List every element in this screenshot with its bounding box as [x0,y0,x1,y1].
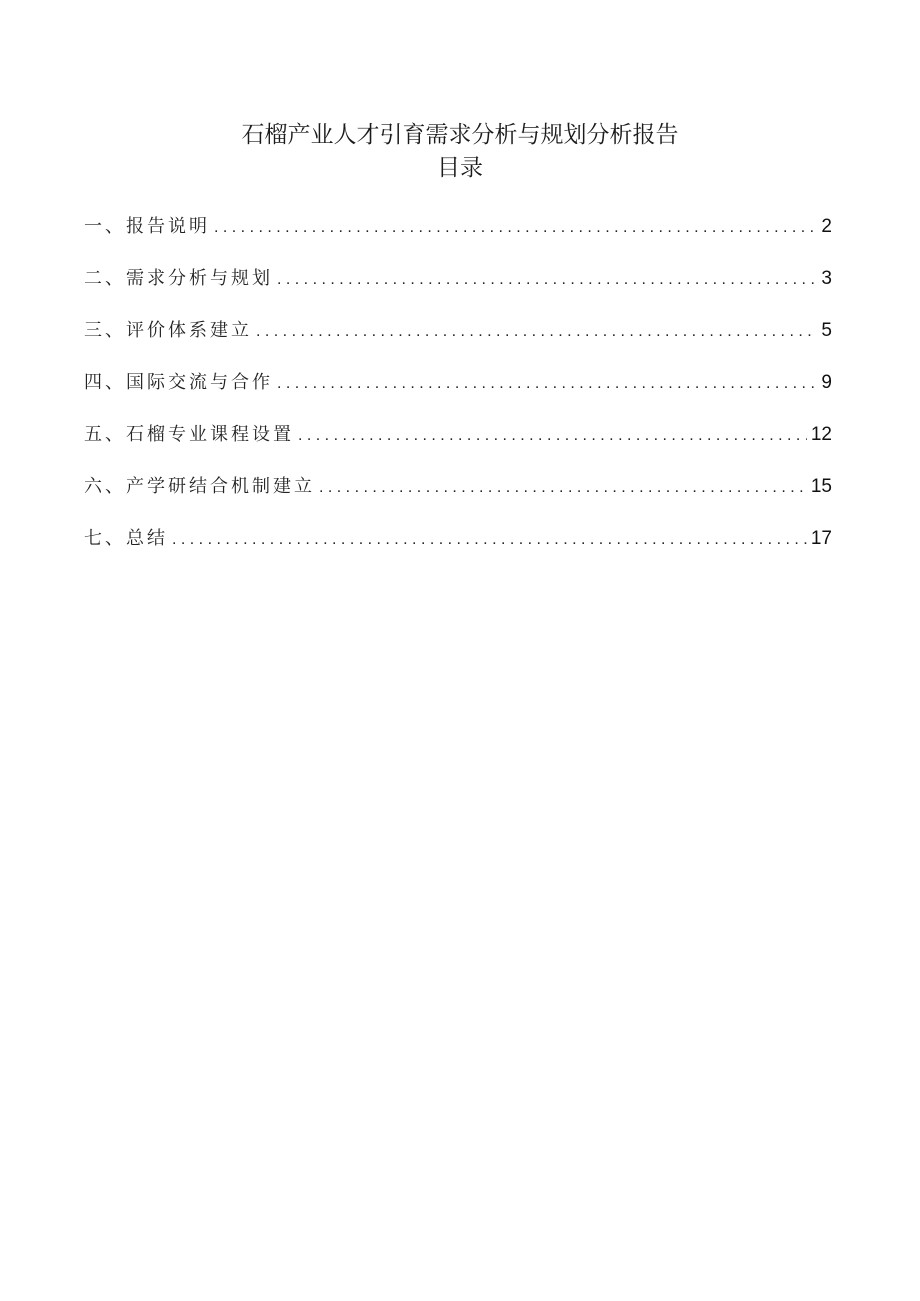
dot-leader [256,323,817,341]
toc-entry-label: 五、石榴专业课程设置 [84,424,294,445]
toc-entry-label: 四、国际交流与合作 [84,372,273,393]
toc-entry-label: 一、报告说明 [84,216,210,237]
toc-entry[interactable] [84,472,832,524]
dot-leader [277,271,817,289]
toc-entry-page: 15 [810,476,832,497]
toc-entry[interactable] [84,212,832,264]
toc-entry-page: 3 [821,268,832,289]
toc-entry-label: 三、评价体系建立 [84,320,252,341]
document-title: 石榴产业人才引育需求分析与规划分析报告 [241,122,679,148]
toc-entry[interactable] [84,420,832,472]
toc-entry[interactable] [84,524,832,576]
toc-entry[interactable] [84,264,832,316]
toc-entry-page: 12 [810,424,832,445]
toc-heading: 目录 [437,155,483,181]
toc-entry[interactable] [84,368,832,420]
dot-leader [214,219,817,237]
dot-leader [277,375,817,393]
toc-entry-label: 七、总结 [84,528,168,549]
dot-leader [298,427,807,445]
toc-entry-page: 9 [821,372,832,393]
dot-leader [172,531,807,549]
toc-entry-label: 六、产学研结合机制建立 [84,476,315,497]
toc-entry-page: 17 [810,528,832,549]
toc-entry[interactable] [84,316,832,368]
toc-entry-page: 5 [821,320,832,341]
table-of-contents [84,212,832,576]
toc-entry-page: 2 [821,216,832,237]
toc-entry-label: 二、需求分析与规划 [84,268,273,289]
dot-leader [319,479,807,497]
title-block [0,118,920,184]
